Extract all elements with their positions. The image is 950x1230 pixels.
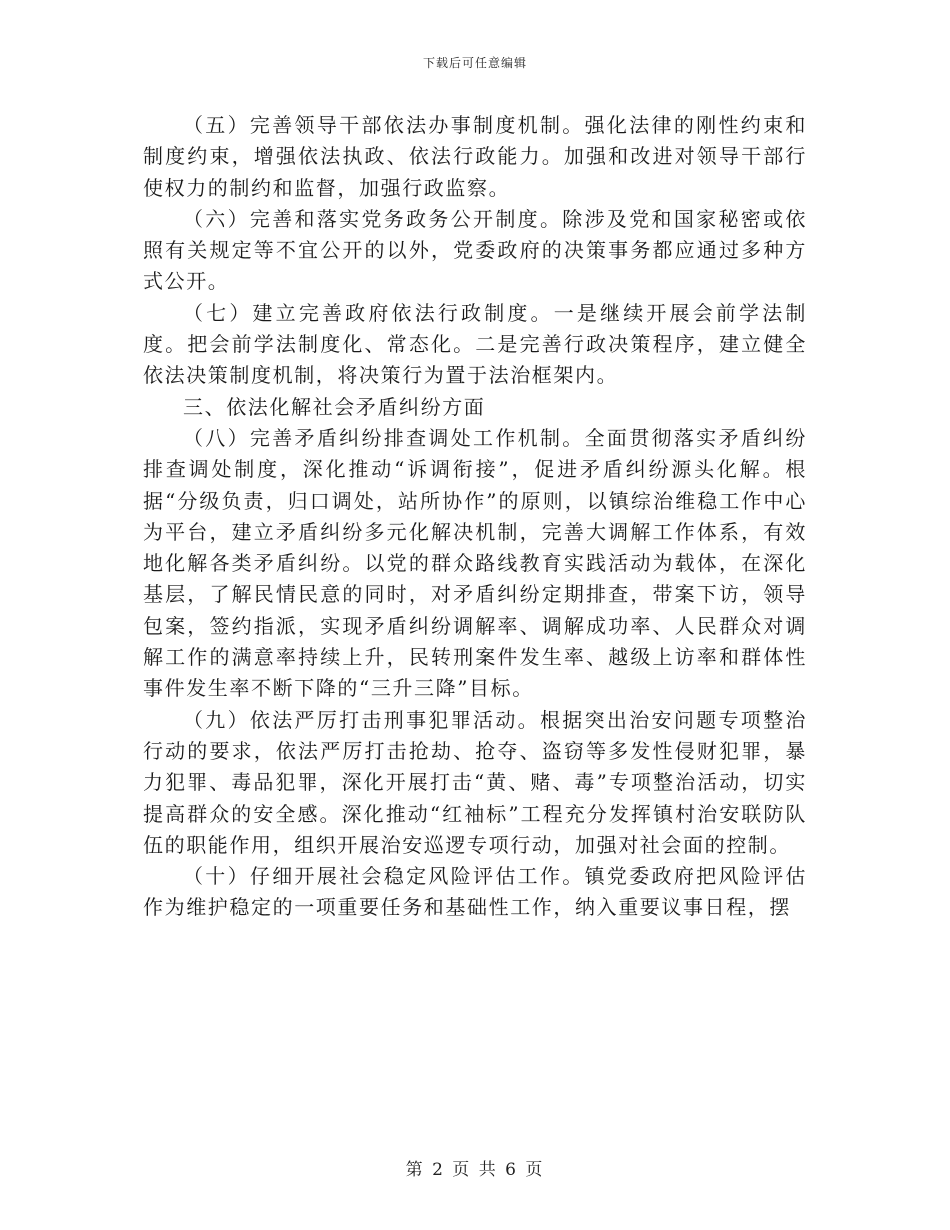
page-header-note: 下载后可任意编辑 [422,56,527,70]
page-number: 第 2 页 共 6 页 [405,1160,545,1180]
paragraph-10: （十）仔细开展社会稳定风险评估工作。镇党委政府把风险评估作为维护稳定的一项重要任务和基础性工作，纳入重要议事日程，摆 [143,864,807,920]
paragraph-8: （八）完善矛盾纠纷排查调处工作机制。全面贯彻落实矛盾纠纷排查调处制度，深化推动“诉调衔接”，促进矛盾纠纷源头化解。根据“分级负责，归口调处，站所协作”的原则，以镇综治维稳工作中心为平台，建立矛盾纠纷多元化解决机制，完善大调解工作体系，有效地化解各类矛盾纠纷。以党的群众路线教育实践活动为载体，在深化基层，了解民情民意的同时，对矛盾纠纷定期排查，带案下访，领导包案，签约指派，实现矛盾纠纷调解率、调解成功率、人民群众对调解工作的满意率持续上升，民转刑案件发生率、越级上访率和群体性事件发生率不断下降的“三升三降”目标。 [143,425,807,701]
paragraph-6: （六）完善和落实党务政务公开制度。除涉及党和国家秘密或依照有关规定等不宜公开的以外，党委政府的决策事务都应通过多种方式公开。 [143,206,807,294]
paragraph-7: （七）建立完善政府依法行政制度。一是继续开展会前学法制度。把会前学法制度化、常态化。二是完善行政决策程序，建立健全依法决策制度机制，将决策行为置于法治框架内。 [143,300,807,388]
paragraph-5: （五）完善领导干部依法办事制度机制。强化法律的刚性约束和制度约束，增强依法执政、依法行政能力。加强和改进对领导干部行使权力的制约和监督，加强行政监察。 [143,113,807,200]
section-heading-3: 三、依法化解社会矛盾纠纷方面 [183,394,486,419]
document-body [143,110,807,924]
paragraph-9: （九）依法严厉打击刑事犯罪活动。根据突出治安问题专项整治行动的要求，依法严厉打击抢劫、抢夺、盗窃等多发性侵财犯罪，暴力犯罪、毒品犯罪，深化开展打击“黄、赌、毒”专项整治活动，切实提高群众的安全感。深化推动“红袖标”工程充分发挥镇村治安联防队伍的职能作用，组织开展治安巡逻专项行动，加强对社会面的控制。 [143,707,807,857]
